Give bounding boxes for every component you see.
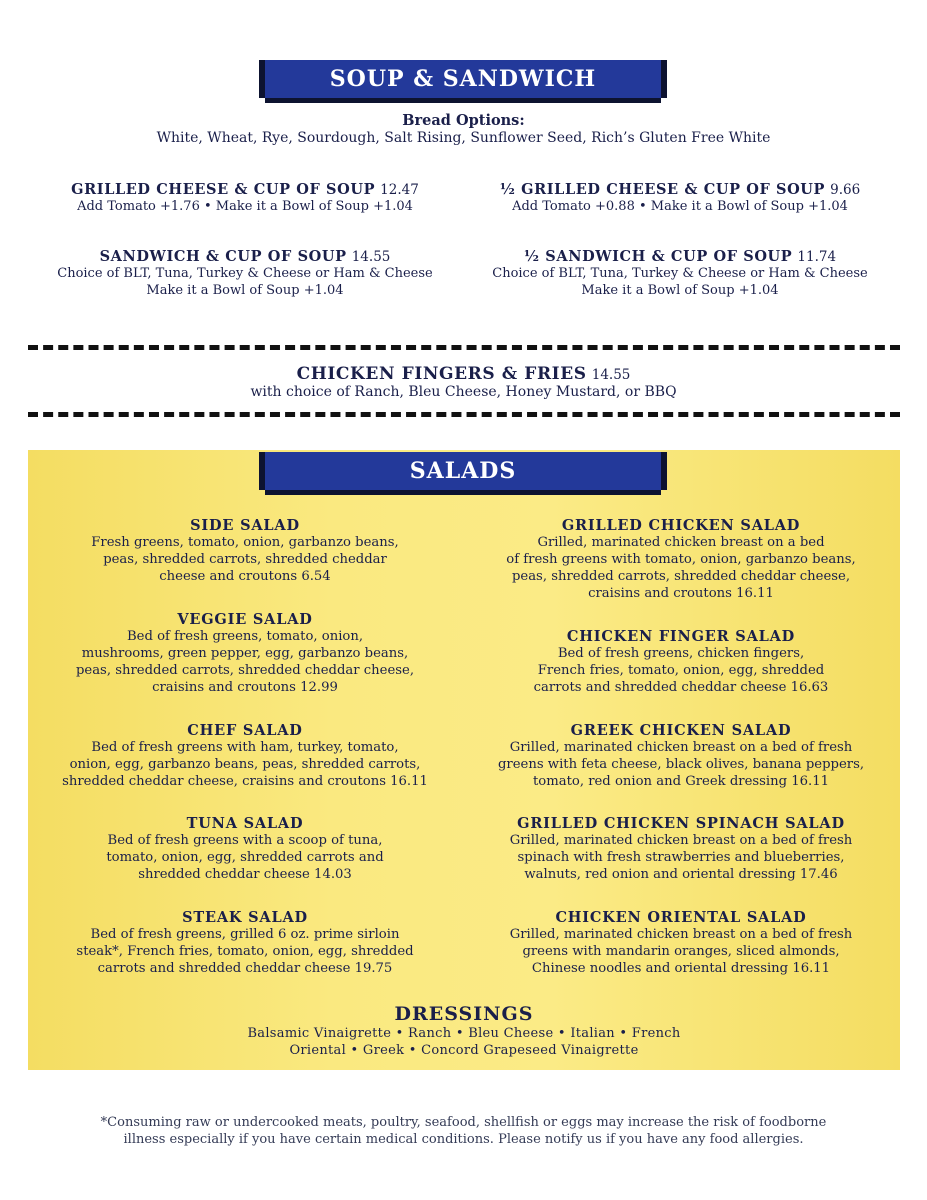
item-desc: shredded cheddar cheese 14.03 <box>138 867 352 882</box>
disclaimer <box>0 1114 927 1148</box>
item-desc: onion, egg, garbanzo beans, peas, shredded carrots, <box>69 757 421 772</box>
item-name: VEGGIE SALAD <box>177 611 313 628</box>
item-desc: Choice of BLT, Tuna, Turkey & Cheese or Ham & Cheese <box>57 266 433 281</box>
item-name: SANDWICH & CUP OF SOUP <box>99 248 347 265</box>
item-name: GRILLED CHEESE & CUP OF SOUP <box>71 181 376 198</box>
item-desc: Bed of fresh greens, chicken fingers, <box>557 646 805 661</box>
item-name: CHEF SALAD <box>187 722 303 739</box>
item-desc: Chinese noodles and oriental dressing 16.11 <box>531 961 831 976</box>
item-desc: Grilled, marinated chicken breast on a bed of fresh <box>509 927 853 942</box>
item-desc: carrots and shredded cheddar cheese 19.75 <box>97 961 393 976</box>
item-desc: Bed of fresh greens, tomato, onion, <box>126 629 364 644</box>
item-desc: Add Tomato +1.76 • Make it a Bowl of Soup +1.04 <box>77 199 413 214</box>
item-price: 11.74 <box>797 249 837 265</box>
dressings-title: DRESSINGS <box>394 1003 534 1025</box>
dressings-line-2: Oriental • Greek • Concord Grapeseed Vinaigrette <box>289 1043 639 1058</box>
item-name: STEAK SALAD <box>182 909 308 926</box>
dressings-section <box>28 1003 900 1059</box>
salad-steak <box>40 909 450 977</box>
item-name: GRILLED CHICKEN SALAD <box>561 517 801 534</box>
item-desc: greens with feta cheese, black olives, banana peppers, <box>497 757 865 772</box>
bread-options-title: Bread Options: <box>402 112 525 129</box>
item-desc: walnuts, red onion and oriental dressing 17.46 <box>524 867 838 882</box>
item-desc: cheese and croutons 6.54 <box>159 569 331 584</box>
item-desc: Add Tomato +0.88 • Make it a Bowl of Soup +1.04 <box>512 199 848 214</box>
item-desc: tomato, red onion and Greek dressing 16.11 <box>532 774 830 789</box>
menu-item-half-sandwich-soup <box>465 246 895 299</box>
item-name: ½ GRILLED CHEESE & CUP OF SOUP <box>499 181 826 198</box>
dressings-line-1: Balsamic Vinaigrette • Ranch • Bleu Cheese • Italian • French <box>247 1026 681 1041</box>
item-name: CHICKEN FINGERS & FRIES <box>296 364 587 384</box>
item-desc: Make it a Bowl of Soup +1.04 <box>581 283 779 298</box>
menu-item-sandwich-soup <box>30 246 460 299</box>
item-desc: Bed of fresh greens, grilled 6 oz. prime sirloin <box>90 927 400 942</box>
dashed-divider-bottom <box>28 412 900 417</box>
item-desc: Grilled, marinated chicken breast on a bed <box>537 535 825 550</box>
bread-options-list: White, Wheat, Rye, Sourdough, Salt Rising, Sunflower Seed, Rich’s Gluten Free White <box>156 130 771 146</box>
salad-grilled-chicken-spinach <box>470 815 892 883</box>
salad-greek-chicken <box>470 722 892 790</box>
menu-item-chicken-fingers <box>0 364 927 401</box>
item-price: 9.66 <box>830 182 861 198</box>
item-name: SIDE SALAD <box>190 517 300 534</box>
item-desc: tomato, onion, egg, shredded carrots and <box>106 850 384 865</box>
item-name: ½ SANDWICH & CUP OF SOUP <box>523 248 793 265</box>
item-desc: Grilled, marinated chicken breast on a bed of fresh <box>509 833 853 848</box>
disclaimer-line-2: illness especially if you have certain medical conditions. Please notify us if you have any food allergies. <box>123 1132 804 1147</box>
salad-side <box>40 517 450 585</box>
item-price: 12.47 <box>380 182 419 198</box>
salad-veggie <box>40 611 450 696</box>
salad-tuna <box>40 815 450 883</box>
item-desc: steak*, French fries, tomato, onion, egg, shredded <box>76 944 414 959</box>
menu-item-half-grilled-cheese-soup <box>465 179 895 215</box>
item-desc: spinach with fresh strawberries and blueberries, <box>517 850 845 865</box>
item-desc: peas, shredded carrots, shredded cheddar cheese, <box>511 569 851 584</box>
salads-banner: SALADS <box>265 452 661 493</box>
item-desc: shredded cheddar cheese, craisins and croutons 16.11 <box>62 774 428 789</box>
item-desc: Fresh greens, tomato, onion, garbanzo beans, <box>91 535 399 550</box>
salad-grilled-chicken <box>470 517 892 602</box>
bread-options <box>0 112 927 147</box>
item-desc: Choice of BLT, Tuna, Turkey & Cheese or Ham & Cheese <box>492 266 868 281</box>
item-desc: craisins and croutons 12.99 <box>152 680 338 695</box>
item-name: GREEK CHICKEN SALAD <box>570 722 792 739</box>
dashed-divider-top <box>28 345 900 350</box>
soup-sandwich-banner: SOUP & SANDWICH <box>265 60 661 101</box>
item-price: 14.55 <box>591 367 631 383</box>
item-desc: craisins and croutons 16.11 <box>588 586 774 601</box>
item-desc: Make it a Bowl of Soup +1.04 <box>146 283 344 298</box>
item-name: GRILLED CHICKEN SPINACH SALAD <box>517 815 845 832</box>
salad-chicken-oriental <box>470 909 892 977</box>
item-desc: mushrooms, green pepper, egg, garbanzo beans, <box>81 646 409 661</box>
item-desc: French fries, tomato, onion, egg, shredded <box>537 663 825 678</box>
item-desc: of fresh greens with tomato, onion, garbanzo beans, <box>506 552 856 567</box>
salad-chef <box>40 722 450 790</box>
item-price: 14.55 <box>351 249 391 265</box>
menu-item-grilled-cheese-soup <box>30 179 460 215</box>
salad-chicken-finger <box>470 628 892 696</box>
item-desc: carrots and shredded cheddar cheese 16.63 <box>533 680 829 695</box>
item-desc: with choice of Ranch, Bleu Cheese, Honey Mustard, or BBQ <box>250 384 677 400</box>
item-name: TUNA SALAD <box>186 815 304 832</box>
item-desc: Grilled, marinated chicken breast on a bed of fresh <box>509 740 853 755</box>
disclaimer-line-1: *Consuming raw or undercooked meats, poultry, seafood, shellfish or eggs may increase the risk of foodborne <box>100 1115 827 1130</box>
item-desc: greens with mandarin oranges, sliced almonds, <box>522 944 840 959</box>
item-desc: Bed of fresh greens with a scoop of tuna, <box>107 833 383 848</box>
item-name: CHICKEN ORIENTAL SALAD <box>555 909 807 926</box>
item-desc: peas, shredded carrots, shredded cheddar <box>103 552 387 567</box>
item-name: CHICKEN FINGER SALAD <box>566 628 796 645</box>
item-desc: peas, shredded carrots, shredded cheddar cheese, <box>75 663 415 678</box>
item-desc: Bed of fresh greens with ham, turkey, tomato, <box>91 740 399 755</box>
